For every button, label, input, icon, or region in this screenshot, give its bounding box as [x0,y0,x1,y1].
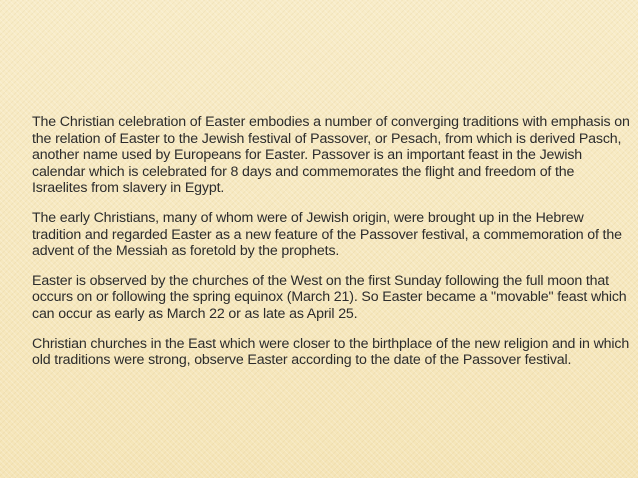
paragraph-easter-date-west: Easter is observed by the churches of the West on the first Sunday following the full moon that occurs on or following the spring equinox (March 21). So Easter became a "movable" feast which can occur as early as March 22 or as late as April 25. [32,272,627,322]
slide-body-text [32,114,632,382]
paragraph-easter-traditions: The Christian celebration of Easter embodies a number of converging traditions with emphasis on the relation of Easter to the Jewish festival of Passover, or Pesach, from which is derived Pasch, another name used by Europeans for Easter. Passover is an important feast in the Jewish calendar which is celebrated for 8 days and commemorates the flight and freedom of the Israelites from slavery in Egypt. [32,114,630,197]
paragraph-early-christians: The early Christians, many of whom were of Jewish origin, were brought up in the Hebrew tradition and regarded Easter as a new feature of the Passover festival, a commemoration of the advent of the Messiah as foretold by the prophets. [32,209,622,260]
paragraph-eastern-churches: Christian churches in the East which were closer to the birthplace of the new religion and in which old traditions were strong, observe Easter according to the date of the Passover festival. [32,335,630,369]
